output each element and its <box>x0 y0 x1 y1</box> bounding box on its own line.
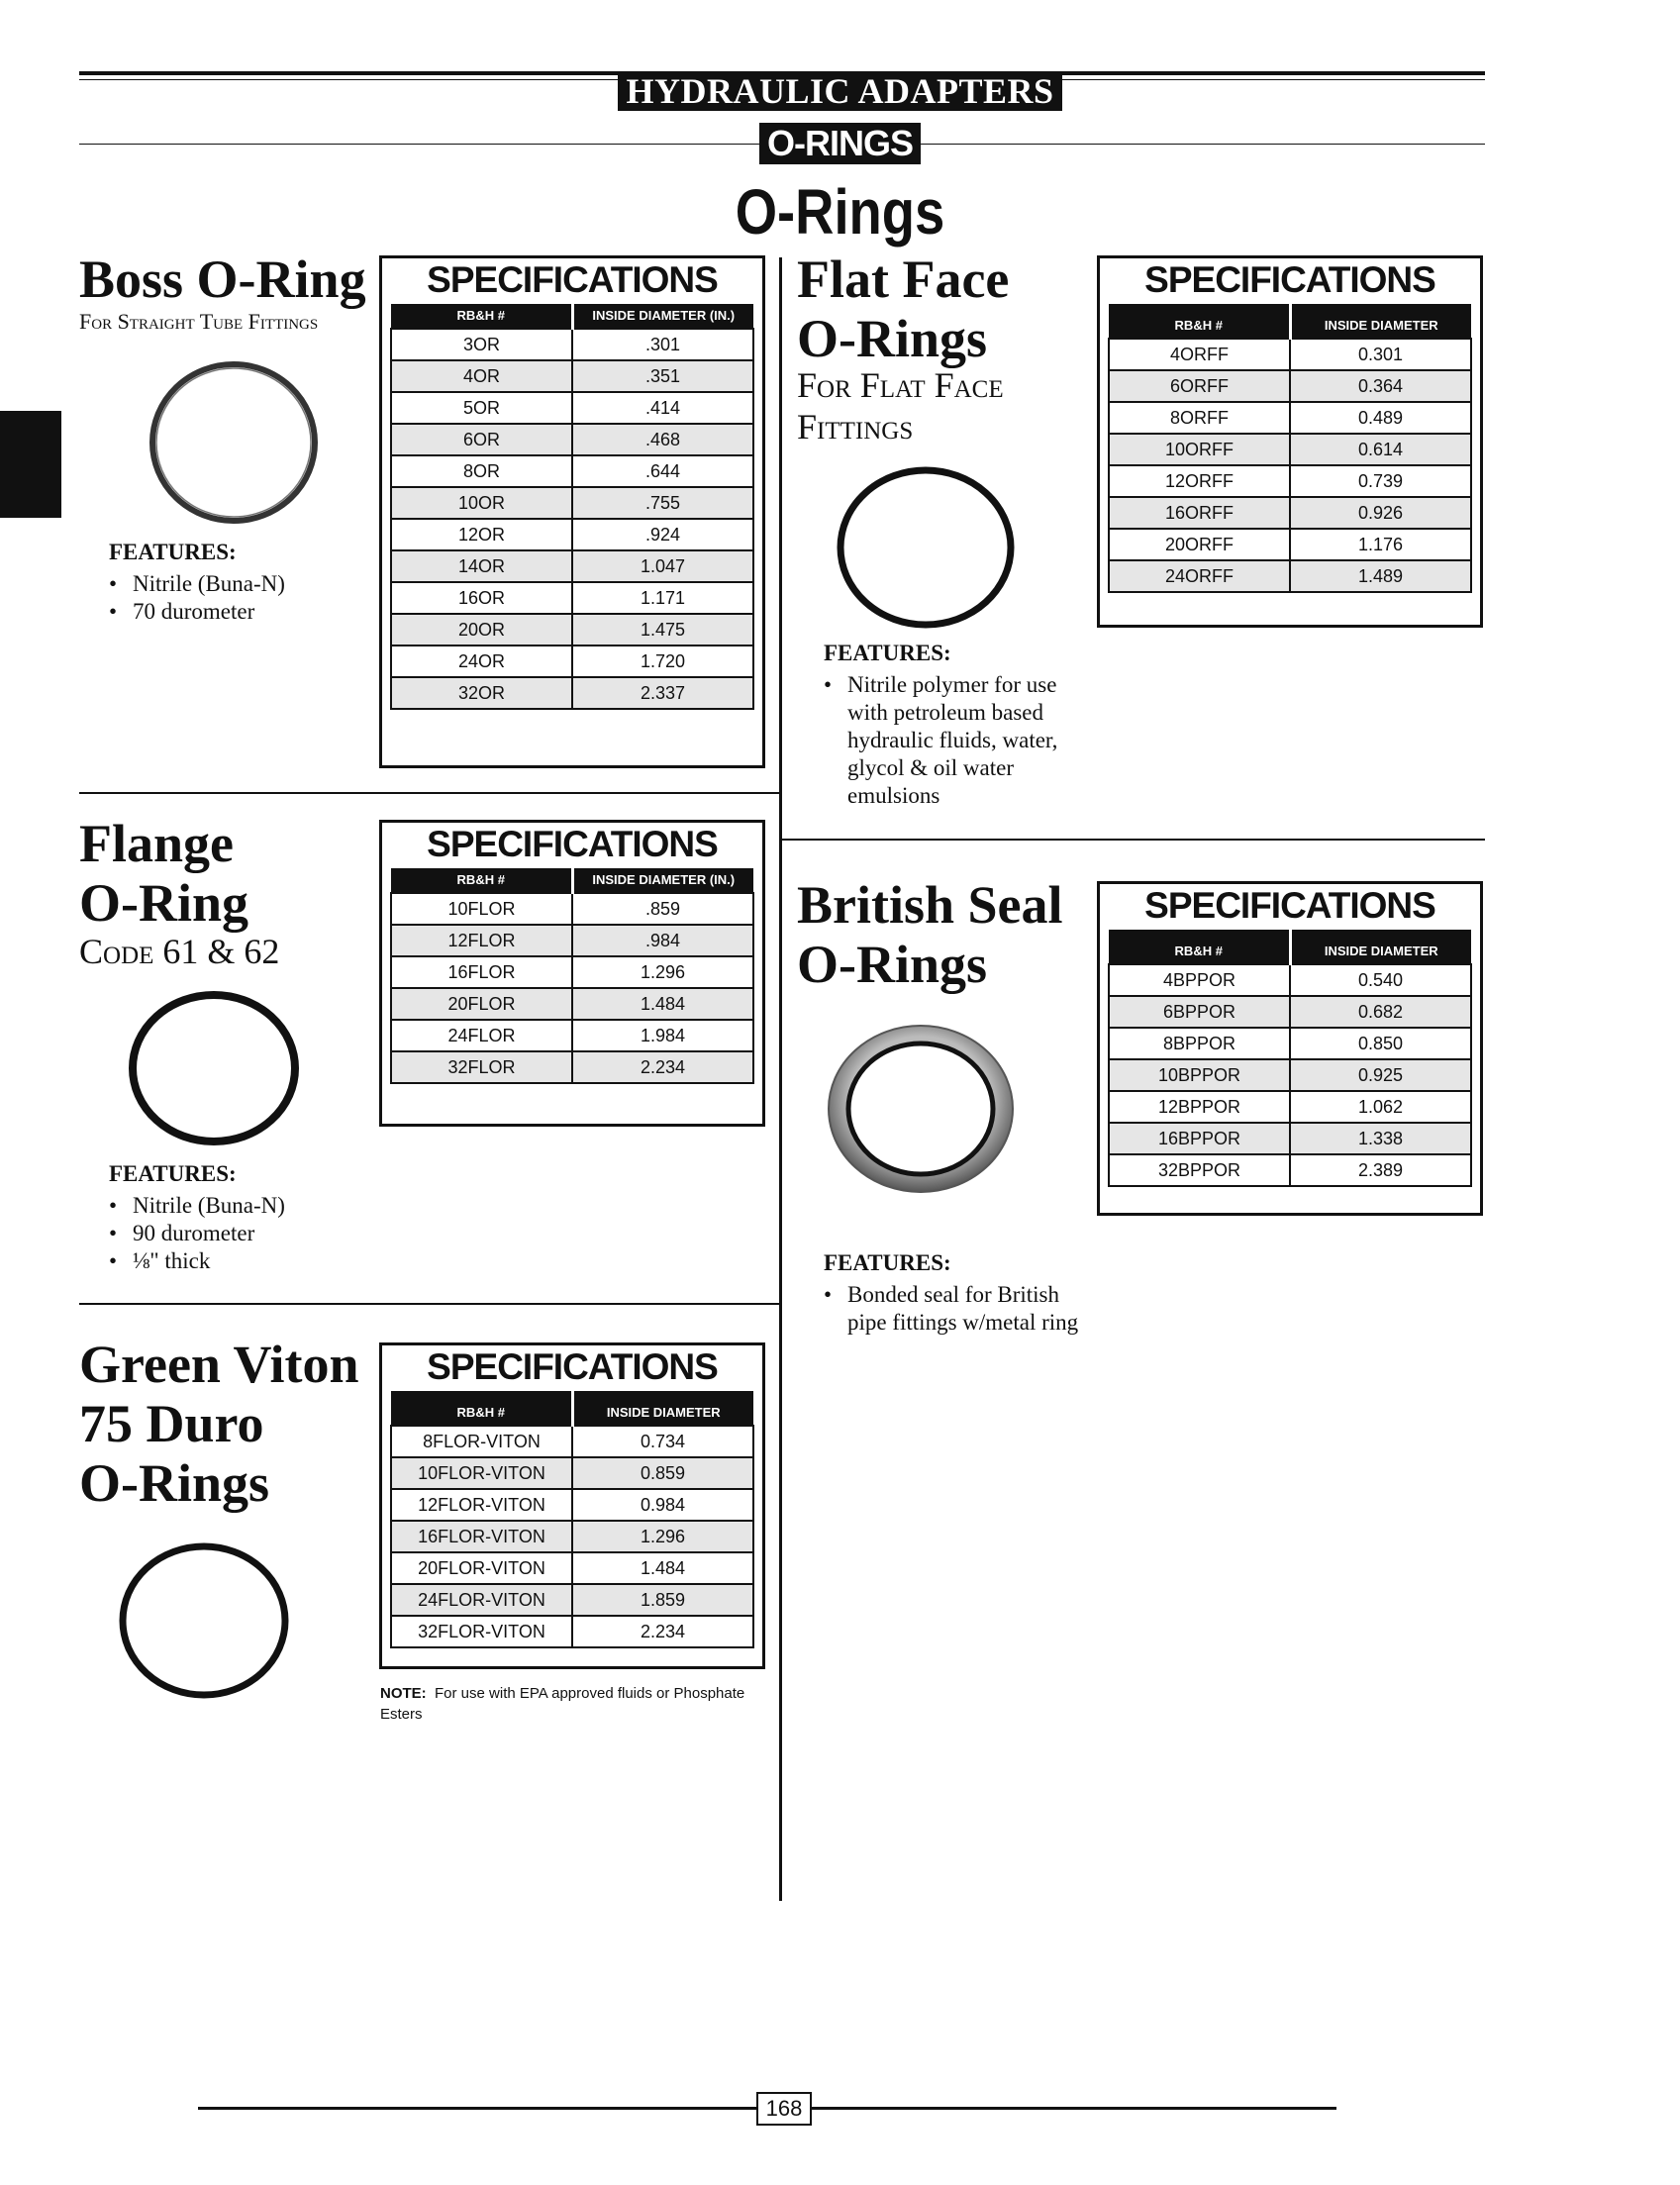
flange-feature-item: • Nitrile (Buna-N) <box>109 1192 386 1220</box>
inside-diameter-cell: 1.296 <box>572 956 753 988</box>
flange-o-ring-image <box>125 988 303 1148</box>
inside-diameter-cell: 2.389 <box>1290 1154 1471 1186</box>
table-row <box>391 329 753 360</box>
page-title: O-Rings <box>735 176 945 248</box>
inside-diameter-cell: 0.682 <box>1290 996 1471 1028</box>
subcategory-banner: O-RINGS <box>0 123 1680 164</box>
part-number-cell: 6OR <box>391 424 572 455</box>
table-row <box>391 1457 753 1489</box>
british-seal-image <box>822 1020 1020 1198</box>
flange-subtitle: Code 61 & 62 <box>79 932 280 971</box>
inside-diameter-cell: 0.925 <box>1290 1059 1471 1091</box>
part-number-cell: 32OR <box>391 677 572 709</box>
page-number: 168 <box>756 2092 812 2126</box>
part-number-cell: 12ORFF <box>1109 465 1290 497</box>
table-row <box>391 519 753 550</box>
part-number-cell: 10ORFF <box>1109 434 1290 465</box>
category-banner: HYDRAULIC ADAPTERS <box>0 71 1680 111</box>
table-row <box>1109 465 1471 497</box>
inside-diameter-cell: .468 <box>572 424 753 455</box>
british-features-heading: FEATURES: <box>824 1250 951 1275</box>
part-number-cell: 12FLOR <box>391 925 572 956</box>
flatface-spec-panel <box>1097 255 1483 628</box>
column-header: RB&H # <box>391 304 572 329</box>
boss-feature-item: • 70 durometer <box>109 598 376 626</box>
table-row <box>1109 339 1471 370</box>
inside-diameter-cell: 1.062 <box>1290 1091 1471 1123</box>
table-row <box>1109 1154 1471 1186</box>
note-text: For use with EPA approved fluids or Phosphate Esters <box>380 1685 745 1723</box>
table-row <box>1109 529 1471 560</box>
boss-spec-table <box>390 304 754 710</box>
table-row <box>1109 434 1471 465</box>
flange-feature-item: • 90 durometer <box>109 1220 386 1247</box>
table-row <box>1109 370 1471 402</box>
viton-rows <box>391 1426 753 1647</box>
flatface-o-ring-image <box>832 463 1020 632</box>
inside-diameter-cell: 0.984 <box>572 1489 753 1521</box>
part-number-cell: 16FLOR <box>391 956 572 988</box>
table-row <box>1109 1059 1471 1091</box>
column-header: RB&H # <box>1109 930 1290 964</box>
table-row <box>391 677 753 709</box>
part-number-cell: 4ORFF <box>1109 339 1290 370</box>
british-feature-item: • Bonded seal for British pipe fittings w/metal ring <box>824 1281 1101 1337</box>
flange-features-heading: FEATURES: <box>109 1161 237 1186</box>
inside-diameter-cell: .924 <box>572 519 753 550</box>
table-row <box>1109 964 1471 996</box>
part-number-cell: 20ORFF <box>1109 529 1290 560</box>
table-row <box>391 1616 753 1647</box>
part-number-cell: 16BPPOR <box>1109 1123 1290 1154</box>
boss-o-ring-image <box>145 356 323 530</box>
part-number-cell: 16ORFF <box>1109 497 1290 529</box>
inside-diameter-cell: .351 <box>572 360 753 392</box>
table-row <box>391 1051 753 1083</box>
part-number-cell: 10BPPOR <box>1109 1059 1290 1091</box>
flange-rows <box>391 893 753 1083</box>
part-number-cell: 24FLOR <box>391 1020 572 1051</box>
inside-diameter-cell: 2.337 <box>572 677 753 709</box>
inside-diameter-cell: 1.484 <box>572 988 753 1020</box>
flange-title-line2: O-Ring <box>79 873 249 933</box>
flange-title-line1: Flange <box>79 814 234 873</box>
inside-diameter-cell: 1.484 <box>572 1552 753 1584</box>
flatface-spec-table <box>1108 304 1472 593</box>
inside-diameter-cell: .644 <box>572 455 753 487</box>
part-number-cell: 6ORFF <box>1109 370 1290 402</box>
flange-feature-item: • ⅛" thick <box>109 1247 386 1275</box>
inside-diameter-cell: .984 <box>572 925 753 956</box>
part-number-cell: 32BPPOR <box>1109 1154 1290 1186</box>
table-row <box>391 582 753 614</box>
viton-title-line1: Green Viton <box>79 1335 359 1394</box>
part-number-cell: 16FLOR-VITON <box>391 1521 572 1552</box>
part-number-cell: 10FLOR <box>391 893 572 925</box>
part-number-cell: 5OR <box>391 392 572 424</box>
table-row <box>391 956 753 988</box>
inside-diameter-cell: 1.171 <box>572 582 753 614</box>
column-header: INSIDE DIAMETER <box>1290 304 1471 339</box>
inside-diameter-cell: 1.296 <box>572 1521 753 1552</box>
column-header: RB&H # <box>1109 304 1290 339</box>
inside-diameter-cell: 0.301 <box>1290 339 1471 370</box>
table-row <box>391 1521 753 1552</box>
table-row <box>1109 1091 1471 1123</box>
inside-diameter-cell: .755 <box>572 487 753 519</box>
table-row <box>391 392 753 424</box>
column-header: INSIDE DIAMETER (IN.) <box>572 868 753 893</box>
flange-spec-title: SPECIFICATIONS <box>427 824 718 864</box>
viton-title-line2: 75 Duro <box>79 1394 264 1453</box>
flatface-features-heading: FEATURES: <box>824 641 951 665</box>
table-row <box>391 925 753 956</box>
part-number-cell: 10OR <box>391 487 572 519</box>
inside-diameter-cell: 2.234 <box>572 1051 753 1083</box>
flatface-features <box>824 640 1101 810</box>
flatface-title-line2: O-Rings <box>797 309 988 368</box>
table-row <box>1109 560 1471 592</box>
part-number-cell: 32FLOR <box>391 1051 572 1083</box>
column-header: INSIDE DIAMETER <box>1290 930 1471 964</box>
inside-diameter-cell: 1.489 <box>1290 560 1471 592</box>
inside-diameter-cell: 1.475 <box>572 614 753 646</box>
table-row <box>391 1552 753 1584</box>
british-title-line1: British Seal <box>797 875 1063 935</box>
column-header: INSIDE DIAMETER (IN.) <box>572 304 753 329</box>
viton-title-line3: O-Rings <box>79 1453 270 1513</box>
table-row <box>391 646 753 677</box>
part-number-cell: 8ORFF <box>1109 402 1290 434</box>
inside-diameter-cell: 0.859 <box>572 1457 753 1489</box>
british-features <box>824 1249 1101 1337</box>
table-row <box>391 360 753 392</box>
table-row <box>391 1426 753 1457</box>
inside-diameter-cell: 1.984 <box>572 1020 753 1051</box>
table-row <box>391 487 753 519</box>
inside-diameter-cell: .301 <box>572 329 753 360</box>
table-row <box>391 614 753 646</box>
table-row <box>1109 497 1471 529</box>
part-number-cell: 32FLOR-VITON <box>391 1616 572 1647</box>
inside-diameter-cell: 1.859 <box>572 1584 753 1616</box>
inside-diameter-cell: 0.489 <box>1290 402 1471 434</box>
flange-features <box>109 1160 386 1275</box>
flatface-title-line1: Flat Face <box>797 249 1010 309</box>
column-divider-vertical <box>779 257 782 1901</box>
part-number-cell: 3OR <box>391 329 572 360</box>
boss-features-heading: FEATURES: <box>109 540 237 564</box>
column-header: RB&H # <box>391 1391 572 1426</box>
divider-boss-flange <box>79 792 780 794</box>
inside-diameter-cell: 0.614 <box>1290 434 1471 465</box>
inside-diameter-cell: 0.364 <box>1290 370 1471 402</box>
table-row <box>1109 1123 1471 1154</box>
flatface-spec-title: SPECIFICATIONS <box>1144 259 1435 300</box>
british-spec-panel <box>1097 881 1483 1216</box>
part-number-cell: 8BPPOR <box>1109 1028 1290 1059</box>
part-number-cell: 12OR <box>391 519 572 550</box>
part-number-cell: 14OR <box>391 550 572 582</box>
inside-diameter-cell: 0.739 <box>1290 465 1471 497</box>
viton-spec-panel <box>379 1342 765 1669</box>
viton-note <box>380 1683 756 1725</box>
viton-o-ring-image <box>115 1539 293 1703</box>
part-number-cell: 24FLOR-VITON <box>391 1584 572 1616</box>
boss-subtitle: For Straight Tube Fittings <box>79 309 319 334</box>
boss-feature-item: • Nitrile (Buna-N) <box>109 570 376 598</box>
inside-diameter-cell: .859 <box>572 893 753 925</box>
divider-flange-viton <box>79 1303 780 1305</box>
boss-title: Boss O-Ring <box>79 249 366 309</box>
part-number-cell: 20OR <box>391 614 572 646</box>
boss-rows <box>391 329 753 709</box>
inside-diameter-cell: 0.850 <box>1290 1028 1471 1059</box>
table-row <box>391 893 753 925</box>
part-number-cell: 24OR <box>391 646 572 677</box>
part-number-cell: 20FLOR <box>391 988 572 1020</box>
part-number-cell: 12BPPOR <box>1109 1091 1290 1123</box>
table-row <box>1109 1028 1471 1059</box>
part-number-cell: 12FLOR-VITON <box>391 1489 572 1521</box>
inside-diameter-cell: 1.338 <box>1290 1123 1471 1154</box>
british-spec-table <box>1108 930 1472 1187</box>
table-row <box>391 988 753 1020</box>
note-label: NOTE: <box>380 1685 427 1702</box>
inside-diameter-cell: 2.234 <box>572 1616 753 1647</box>
inside-diameter-cell: 1.047 <box>572 550 753 582</box>
column-header: INSIDE DIAMETER <box>572 1391 753 1426</box>
part-number-cell: 8FLOR-VITON <box>391 1426 572 1457</box>
part-number-cell: 10FLOR-VITON <box>391 1457 572 1489</box>
table-row <box>391 424 753 455</box>
british-title-line2: O-Rings <box>797 935 988 994</box>
divider-flatface-british <box>780 839 1485 841</box>
table-row <box>1109 402 1471 434</box>
flange-spec-table <box>390 868 754 1084</box>
part-number-cell: 16OR <box>391 582 572 614</box>
viton-spec-table <box>390 1391 754 1648</box>
table-row <box>391 550 753 582</box>
table-row <box>391 1489 753 1521</box>
inside-diameter-cell: 0.926 <box>1290 497 1471 529</box>
table-row <box>391 455 753 487</box>
flatface-rows <box>1109 339 1471 592</box>
flange-spec-panel <box>379 820 765 1127</box>
inside-diameter-cell: 1.720 <box>572 646 753 677</box>
section-tab-marker <box>0 411 61 518</box>
part-number-cell: 4OR <box>391 360 572 392</box>
part-number-cell: 4BPPOR <box>1109 964 1290 996</box>
inside-diameter-cell: 1.176 <box>1290 529 1471 560</box>
table-row <box>1109 996 1471 1028</box>
table-row <box>391 1020 753 1051</box>
table-row <box>391 1584 753 1616</box>
flatface-feature-item: • Nitrile polymer for use with petroleum based hydraulic fluids, water, glycol & oil water emulsions <box>824 671 1101 810</box>
boss-spec-panel <box>379 255 765 768</box>
flatface-subtitle-line1: For Flat Face <box>797 365 1004 405</box>
inside-diameter-cell: 0.540 <box>1290 964 1471 996</box>
part-number-cell: 6BPPOR <box>1109 996 1290 1028</box>
part-number-cell: 20FLOR-VITON <box>391 1552 572 1584</box>
viton-spec-title: SPECIFICATIONS <box>427 1346 718 1387</box>
inside-diameter-cell: 0.734 <box>572 1426 753 1457</box>
british-spec-title: SPECIFICATIONS <box>1144 885 1435 926</box>
boss-features <box>109 539 376 626</box>
boss-spec-title: SPECIFICATIONS <box>427 259 718 300</box>
inside-diameter-cell: .414 <box>572 392 753 424</box>
part-number-cell: 24ORFF <box>1109 560 1290 592</box>
flatface-subtitle-line2: Fittings <box>797 407 914 447</box>
british-rows <box>1109 964 1471 1186</box>
part-number-cell: 8OR <box>391 455 572 487</box>
column-header: RB&H # <box>391 868 572 893</box>
